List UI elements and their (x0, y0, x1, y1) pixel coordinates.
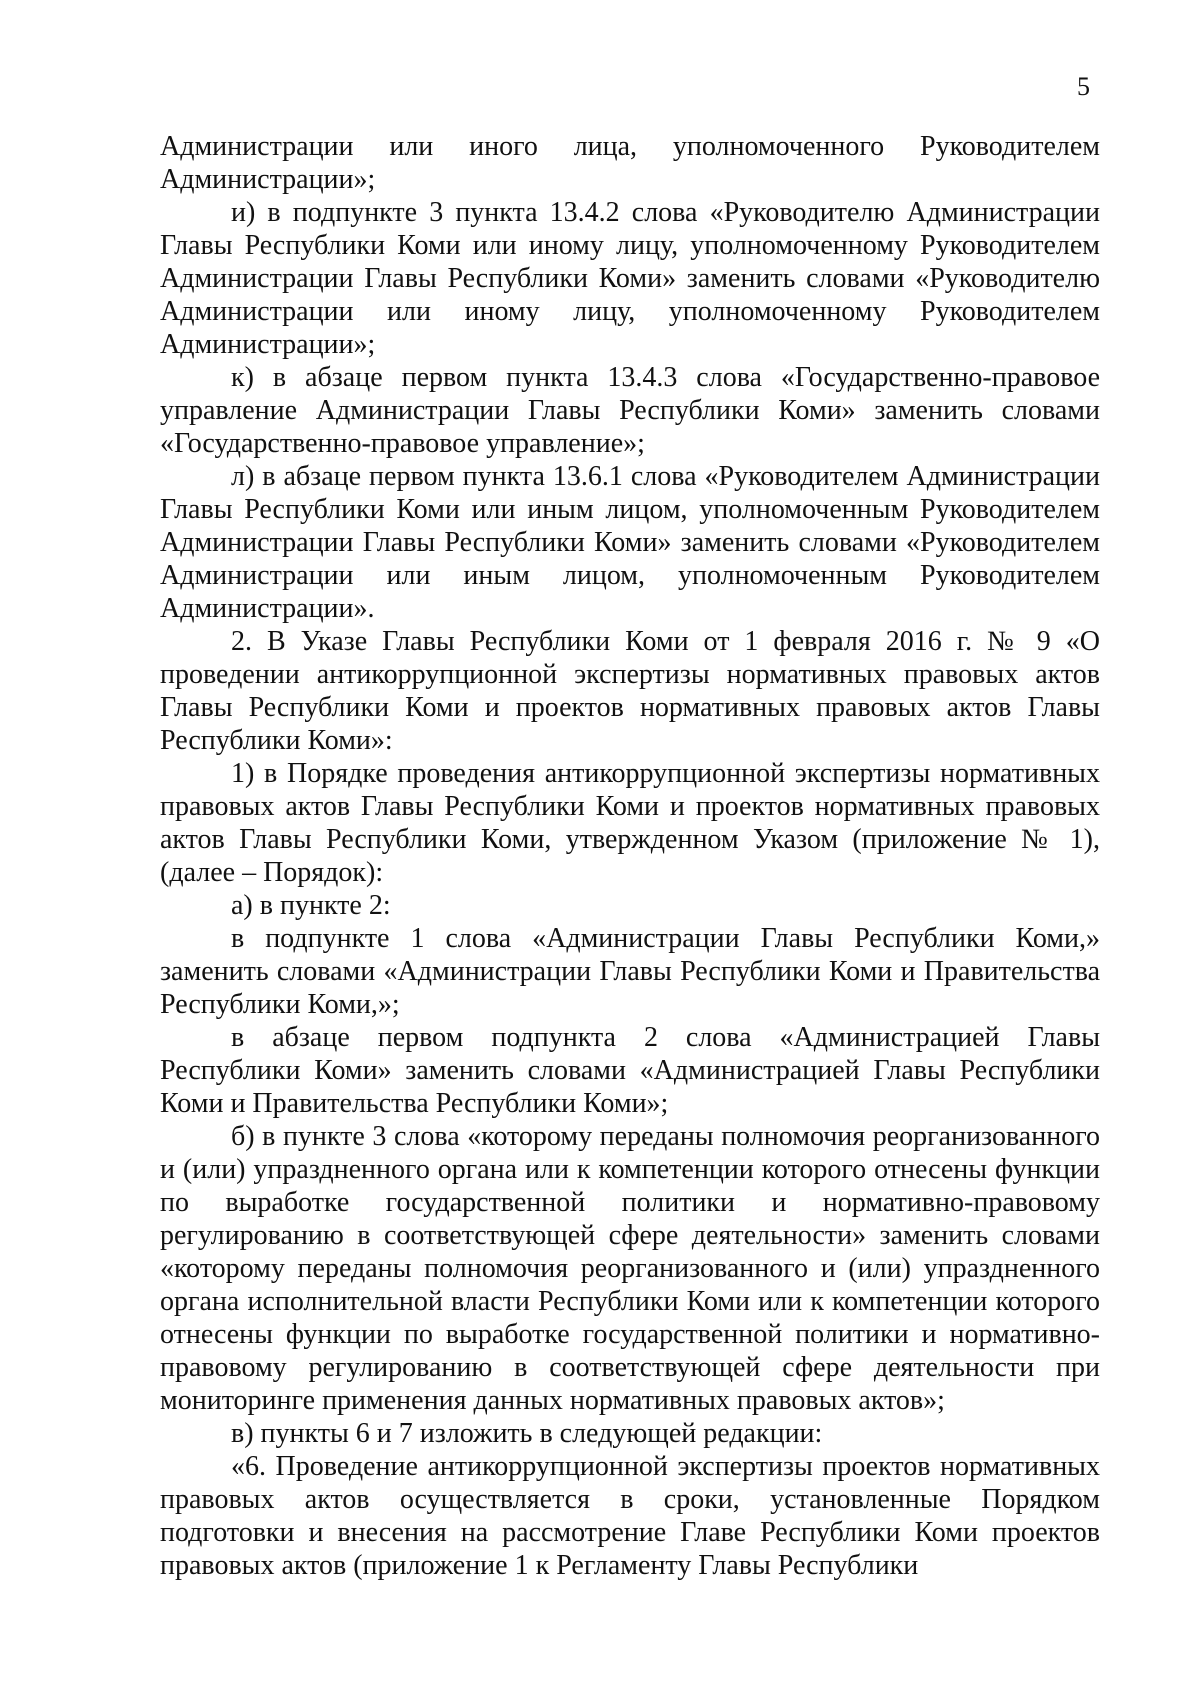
paragraph-item-a: а) в пункте 2: (231, 890, 391, 921)
paragraph-subitem-2: в абзаце первом подпункта 2 слова «Администрацией Главы Республики Коми» заменить словами «Администрацией Главы Республики Коми и Правительства Республики Коми»; (160, 1022, 1100, 1119)
paragraph-item-b: б) в пункте 3 слова «которому переданы полномочия реорганизованного и (или) упраздненного органа или к компетенции которого отнесены функции по выработке государственной политики и нормативно-правовому регулированию в соответствующей сфере деятельности» заменить словами «которому переданы полномочия реорганизованного и (или) упраздненного органа исполнительной власти Республики Коми или к компетенции которого отнесены функции по выработке государственной политики и нормативно-правовому регулированию в соответствующей сфере деятельности при мониторинге применения данных нормативных правовых актов»; (160, 1121, 1100, 1416)
paragraph-continuation: Администрации или иного лица, уполномоченного Руководителем Администрации»; (160, 131, 1100, 195)
paragraph-item-1: 1) в Порядке проведения антикоррупционной экспертизы нормативных правовых актов Главы Республики Коми и проектов нормативных правовых актов Главы Республики Коми, утвержденном Указом (приложение № 1), (далее – Порядок): (160, 758, 1100, 888)
paragraph-item-k: к) в абзаце первом пункта 13.4.3 слова «Государственно-правовое управление Администрации Главы Республики Коми» заменить словами «Государственно-правовое управление»; (160, 362, 1100, 459)
paragraph-item-l: л) в абзаце первом пункта 13.6.1 слова «Руководителем Администрации Главы Республики Коми или иным лицом, уполномоченным Руководителем Администрации Главы Республики Коми» заменить словами «Руководителем Администрации или иным лицом, уполномоченным Руководителем Администрации». (160, 461, 1100, 624)
paragraph-subitem-1: в подпункте 1 слова «Администрации Главы Республики Коми,» заменить словами «Администрации Главы Республики Коми и Правительства Республики Коми,»; (160, 923, 1100, 1020)
paragraph-section-2: 2. В Указе Главы Республики Коми от 1 февраля 2016 г. № 9 «О проведении антикоррупционной экспертизы нормативных правовых актов Главы Республики Коми и проектов нормативных правовых актов Главы Республики Коми»: (160, 626, 1100, 756)
paragraph-point-6: «6. Проведение антикоррупционной экспертизы проектов нормативных правовых актов осуществляется в сроки, установленные Порядком подготовки и внесения на рассмотрение Главе Республики Коми проектов правовых актов (приложение 1 к Регламенту Главы Республики (160, 1451, 1100, 1581)
document-body (160, 130, 1100, 1582)
paragraph-item-i: и) в подпункте 3 пункта 13.4.2 слова «Руководителю Администрации Главы Республики Коми или иному лицу, уполномоченному Руководителем Администрации Главы Республики Коми» заменить словами «Руководителю Администрации или иному лицу, уполномоченному Руководителем Администрации»; (160, 197, 1100, 360)
page-number: 5 (1077, 72, 1090, 101)
paragraph-item-v: в) пункты 6 и 7 изложить в следующей редакции: (231, 1418, 823, 1449)
